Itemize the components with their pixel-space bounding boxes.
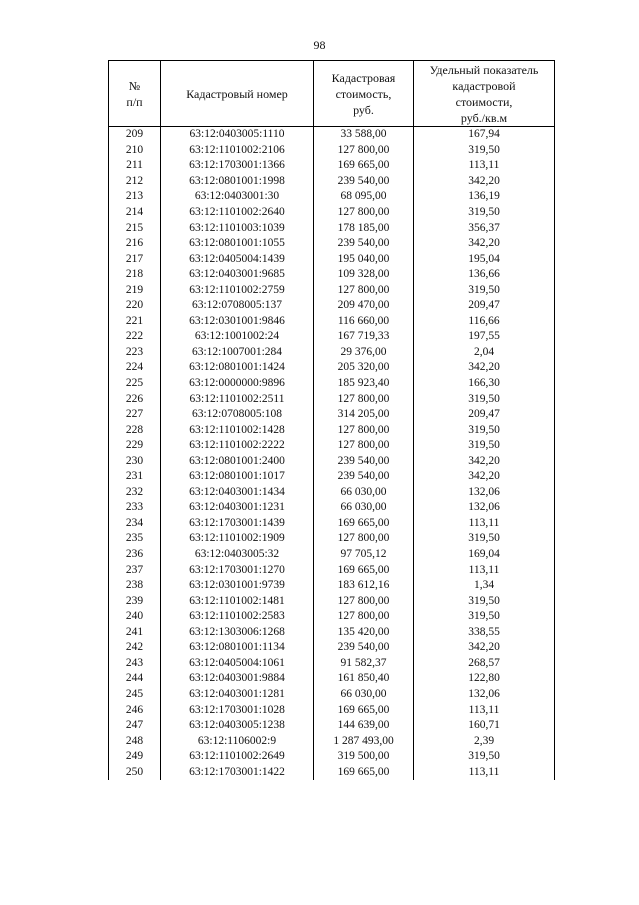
table-row — [109, 282, 555, 298]
table-row — [109, 749, 555, 765]
table-row — [109, 718, 555, 734]
cadastral-number-cell: 63:12:0403001:9685 — [161, 267, 314, 283]
page-number: 98 — [313, 38, 326, 52]
cadastral-number-cell: 63:12:1101002:2106 — [161, 143, 314, 159]
cost-cell: 183 612,16 — [314, 578, 414, 594]
specific-indicator-cell: 338,55 — [414, 625, 555, 641]
specific-indicator-cell: 319,50 — [414, 531, 555, 547]
row-number-cell: 237 — [109, 562, 161, 578]
cadastral-number-cell: 63:12:1101002:2511 — [161, 391, 314, 407]
cost-cell: 127 800,00 — [314, 531, 414, 547]
cadastral-number-cell: 63:12:0801001:1017 — [161, 469, 314, 485]
row-number-cell: 242 — [109, 640, 161, 656]
specific-indicator-cell: 166,30 — [414, 376, 555, 392]
row-number-cell: 213 — [109, 189, 161, 205]
cadastral-number-cell: 63:12:0801001:1998 — [161, 174, 314, 190]
row-number-cell: 236 — [109, 547, 161, 563]
table-row — [109, 236, 555, 252]
row-number-cell: 215 — [109, 220, 161, 236]
cost-cell: 68 095,00 — [314, 189, 414, 205]
cadastral-number-cell: 63:12:0301001:9846 — [161, 314, 314, 330]
cadastral-number-cell: 63:12:0801001:1424 — [161, 360, 314, 376]
row-number-cell: 229 — [109, 438, 161, 454]
cadastral-number-cell: 63:12:0801001:2400 — [161, 453, 314, 469]
table-row — [109, 314, 555, 330]
specific-indicator-cell: 209,47 — [414, 298, 555, 314]
cadastral-number-cell: 63:12:0403001:9884 — [161, 671, 314, 687]
specific-indicator-cell: 122,80 — [414, 671, 555, 687]
table-row — [109, 702, 555, 718]
specific-indicator-cell: 2,04 — [414, 345, 555, 361]
specific-indicator-cell: 167,94 — [414, 127, 555, 143]
row-number-cell: 247 — [109, 718, 161, 734]
row-number-cell: 228 — [109, 422, 161, 438]
cadastral-number-cell: 63:12:1303006:1268 — [161, 625, 314, 641]
row-number-cell: 217 — [109, 251, 161, 267]
cost-cell: 239 540,00 — [314, 174, 414, 190]
cadastral-number-cell: 63:12:1101002:2649 — [161, 749, 314, 765]
specific-indicator-cell: 319,50 — [414, 143, 555, 159]
cadastral-number-cell: 63:12:1101002:2759 — [161, 282, 314, 298]
row-number-cell: 210 — [109, 143, 161, 159]
specific-indicator-cell: 113,11 — [414, 158, 555, 174]
row-number-cell: 231 — [109, 469, 161, 485]
cost-cell: 239 540,00 — [314, 236, 414, 252]
specific-indicator-cell: 319,50 — [414, 609, 555, 625]
specific-indicator-cell: 197,55 — [414, 329, 555, 345]
specific-indicator-cell: 1,34 — [414, 578, 555, 594]
cost-cell: 66 030,00 — [314, 687, 414, 703]
cadastral-number-cell: 63:12:0708005:108 — [161, 407, 314, 423]
specific-indicator-cell: 160,71 — [414, 718, 555, 734]
cadastral-number-cell: 63:12:1703001:1028 — [161, 702, 314, 718]
cost-cell: 66 030,00 — [314, 485, 414, 501]
cost-cell: 169 665,00 — [314, 702, 414, 718]
table-row — [109, 593, 555, 609]
row-number-cell: 209 — [109, 127, 161, 143]
row-number-cell: 240 — [109, 609, 161, 625]
cost-cell: 314 205,00 — [314, 407, 414, 423]
cadastral-number-cell: 63:12:1101002:1481 — [161, 593, 314, 609]
row-number-cell: 212 — [109, 174, 161, 190]
table-row — [109, 189, 555, 205]
row-number-cell: 239 — [109, 593, 161, 609]
cost-cell: 209 470,00 — [314, 298, 414, 314]
cost-cell: 135 420,00 — [314, 625, 414, 641]
specific-indicator-cell: 356,37 — [414, 220, 555, 236]
specific-indicator-cell: 132,06 — [414, 500, 555, 516]
table-row — [109, 127, 555, 143]
cadastral-number-cell: 63:12:0403005:1238 — [161, 718, 314, 734]
cadastral-number-cell: 63:12:0708005:137 — [161, 298, 314, 314]
specific-indicator-cell: 113,11 — [414, 562, 555, 578]
cost-cell: 127 800,00 — [314, 282, 414, 298]
table-row — [109, 391, 555, 407]
row-number-cell: 216 — [109, 236, 161, 252]
table-row — [109, 143, 555, 159]
table-row — [109, 547, 555, 563]
specific-indicator-cell: 319,50 — [414, 282, 555, 298]
table-row — [109, 205, 555, 221]
table-row — [109, 500, 555, 516]
cost-cell: 319 500,00 — [314, 749, 414, 765]
cadastral-number-cell: 63:12:0301001:9739 — [161, 578, 314, 594]
cost-cell: 205 320,00 — [314, 360, 414, 376]
table-row — [109, 158, 555, 174]
row-number-cell: 219 — [109, 282, 161, 298]
row-number-cell: 250 — [109, 764, 161, 780]
row-number-cell: 218 — [109, 267, 161, 283]
table-row — [109, 329, 555, 345]
specific-indicator-cell: 319,50 — [414, 205, 555, 221]
row-number-cell: 223 — [109, 345, 161, 361]
table-row — [109, 298, 555, 314]
cadastral-number-cell: 63:12:0403001:1434 — [161, 485, 314, 501]
table-row — [109, 174, 555, 190]
specific-indicator-cell: 2,39 — [414, 733, 555, 749]
row-number-cell: 235 — [109, 531, 161, 547]
row-number-cell: 249 — [109, 749, 161, 765]
cost-cell: 167 719,33 — [314, 329, 414, 345]
row-number-cell: 243 — [109, 656, 161, 672]
cost-cell: 109 328,00 — [314, 267, 414, 283]
cadastral-number-cell: 63:12:1101002:1428 — [161, 422, 314, 438]
table-row — [109, 609, 555, 625]
cost-cell: 127 800,00 — [314, 422, 414, 438]
table-row — [109, 422, 555, 438]
cost-cell: 1 287 493,00 — [314, 733, 414, 749]
cost-cell: 169 665,00 — [314, 516, 414, 532]
table-row — [109, 220, 555, 236]
row-number-cell: 238 — [109, 578, 161, 594]
table-row — [109, 438, 555, 454]
cost-cell: 178 185,00 — [314, 220, 414, 236]
header-cadastral-number: Кадастровый номер — [161, 61, 314, 127]
table-row — [109, 578, 555, 594]
cost-cell: 29 376,00 — [314, 345, 414, 361]
table-row — [109, 656, 555, 672]
cost-cell: 239 540,00 — [314, 640, 414, 656]
row-number-cell: 211 — [109, 158, 161, 174]
header-num: № п/п — [109, 61, 161, 127]
cost-cell: 195 040,00 — [314, 251, 414, 267]
table-row — [109, 345, 555, 361]
specific-indicator-cell: 132,06 — [414, 485, 555, 501]
cadastral-number-cell: 63:12:0000000:9896 — [161, 376, 314, 392]
cost-cell: 239 540,00 — [314, 453, 414, 469]
cadastral-number-cell: 63:12:1101002:2222 — [161, 438, 314, 454]
table-row — [109, 516, 555, 532]
specific-indicator-cell: 136,19 — [414, 189, 555, 205]
row-number-cell: 225 — [109, 376, 161, 392]
cadastral-number-cell: 63:12:1106002:9 — [161, 733, 314, 749]
cadastral-number-cell: 63:12:0403001:30 — [161, 189, 314, 205]
specific-indicator-cell: 268,57 — [414, 656, 555, 672]
specific-indicator-cell: 116,66 — [414, 314, 555, 330]
cadastral-number-cell: 63:12:1101003:1039 — [161, 220, 314, 236]
cost-cell: 127 800,00 — [314, 205, 414, 221]
specific-indicator-cell: 209,47 — [414, 407, 555, 423]
specific-indicator-cell: 169,04 — [414, 547, 555, 563]
cost-cell: 116 660,00 — [314, 314, 414, 330]
header-cost: Кадастровая стоимость, руб. — [314, 61, 414, 127]
cost-cell: 91 582,37 — [314, 656, 414, 672]
row-number-cell: 245 — [109, 687, 161, 703]
table-row — [109, 687, 555, 703]
cadastral-number-cell: 63:12:1001002:24 — [161, 329, 314, 345]
row-number-cell: 232 — [109, 485, 161, 501]
specific-indicator-cell: 319,50 — [414, 422, 555, 438]
row-number-cell: 248 — [109, 733, 161, 749]
specific-indicator-cell: 113,11 — [414, 702, 555, 718]
table-row — [109, 562, 555, 578]
table-row — [109, 485, 555, 501]
row-number-cell: 234 — [109, 516, 161, 532]
specific-indicator-cell: 113,11 — [414, 516, 555, 532]
table-row — [109, 625, 555, 641]
specific-indicator-cell: 342,20 — [414, 236, 555, 252]
cadastral-number-cell: 63:12:1703001:1439 — [161, 516, 314, 532]
header-specific-indicator: Удельный показатель кадастровой стоимости, руб./кв.м — [414, 61, 555, 127]
table-body — [109, 127, 555, 780]
cadastral-number-cell: 63:12:0403005:32 — [161, 547, 314, 563]
table-row — [109, 267, 555, 283]
cost-cell: 185 923,40 — [314, 376, 414, 392]
cadastral-number-cell: 63:12:0403001:1231 — [161, 500, 314, 516]
cost-cell: 33 588,00 — [314, 127, 414, 143]
cost-cell: 97 705,12 — [314, 547, 414, 563]
specific-indicator-cell: 342,20 — [414, 174, 555, 190]
row-number-cell: 230 — [109, 453, 161, 469]
cost-cell: 66 030,00 — [314, 500, 414, 516]
cadastral-number-cell: 63:12:0403001:1281 — [161, 687, 314, 703]
cadastral-number-cell: 63:12:0801001:1055 — [161, 236, 314, 252]
cadastral-table — [108, 60, 555, 780]
specific-indicator-cell: 342,20 — [414, 640, 555, 656]
row-number-cell: 221 — [109, 314, 161, 330]
cadastral-number-cell: 63:12:0403005:1110 — [161, 127, 314, 143]
specific-indicator-cell: 113,11 — [414, 764, 555, 780]
table-row — [109, 407, 555, 423]
cadastral-number-cell: 63:12:1101002:1909 — [161, 531, 314, 547]
cadastral-number-cell: 63:12:0801001:1134 — [161, 640, 314, 656]
table-row — [109, 360, 555, 376]
row-number-cell: 233 — [109, 500, 161, 516]
specific-indicator-cell: 195,04 — [414, 251, 555, 267]
cost-cell: 169 665,00 — [314, 158, 414, 174]
cost-cell: 169 665,00 — [314, 764, 414, 780]
specific-indicator-cell: 319,50 — [414, 438, 555, 454]
table-row — [109, 251, 555, 267]
cadastral-number-cell: 63:12:1007001:284 — [161, 345, 314, 361]
table-row — [109, 453, 555, 469]
specific-indicator-cell: 342,20 — [414, 453, 555, 469]
specific-indicator-cell: 342,20 — [414, 360, 555, 376]
cost-cell: 127 800,00 — [314, 609, 414, 625]
row-number-cell: 244 — [109, 671, 161, 687]
table-row — [109, 469, 555, 485]
cost-cell: 144 639,00 — [314, 718, 414, 734]
cost-cell: 239 540,00 — [314, 469, 414, 485]
cadastral-number-cell: 63:12:1101002:2640 — [161, 205, 314, 221]
specific-indicator-cell: 132,06 — [414, 687, 555, 703]
cost-cell: 127 800,00 — [314, 438, 414, 454]
table-row — [109, 764, 555, 780]
cadastral-number-cell: 63:12:1703001:1270 — [161, 562, 314, 578]
row-number-cell: 227 — [109, 407, 161, 423]
cost-cell: 127 800,00 — [314, 593, 414, 609]
row-number-cell: 220 — [109, 298, 161, 314]
table-row — [109, 733, 555, 749]
specific-indicator-cell: 342,20 — [414, 469, 555, 485]
row-number-cell: 224 — [109, 360, 161, 376]
specific-indicator-cell: 319,50 — [414, 749, 555, 765]
row-number-cell: 222 — [109, 329, 161, 345]
specific-indicator-cell: 136,66 — [414, 267, 555, 283]
cost-cell: 127 800,00 — [314, 143, 414, 159]
cadastral-number-cell: 63:12:1703001:1366 — [161, 158, 314, 174]
cadastral-number-cell: 63:12:1101002:2583 — [161, 609, 314, 625]
cadastral-number-cell: 63:12:0405004:1061 — [161, 656, 314, 672]
table-row — [109, 640, 555, 656]
row-number-cell: 246 — [109, 702, 161, 718]
table-row — [109, 671, 555, 687]
row-number-cell: 214 — [109, 205, 161, 221]
cadastral-number-cell: 63:12:0405004:1439 — [161, 251, 314, 267]
row-number-cell: 241 — [109, 625, 161, 641]
cadastral-number-cell: 63:12:1703001:1422 — [161, 764, 314, 780]
cost-cell: 161 850,40 — [314, 671, 414, 687]
table-header-row — [109, 61, 555, 127]
table-row — [109, 376, 555, 392]
cost-cell: 127 800,00 — [314, 391, 414, 407]
cost-cell: 169 665,00 — [314, 562, 414, 578]
row-number-cell: 226 — [109, 391, 161, 407]
specific-indicator-cell: 319,50 — [414, 391, 555, 407]
specific-indicator-cell: 319,50 — [414, 593, 555, 609]
table-row — [109, 531, 555, 547]
